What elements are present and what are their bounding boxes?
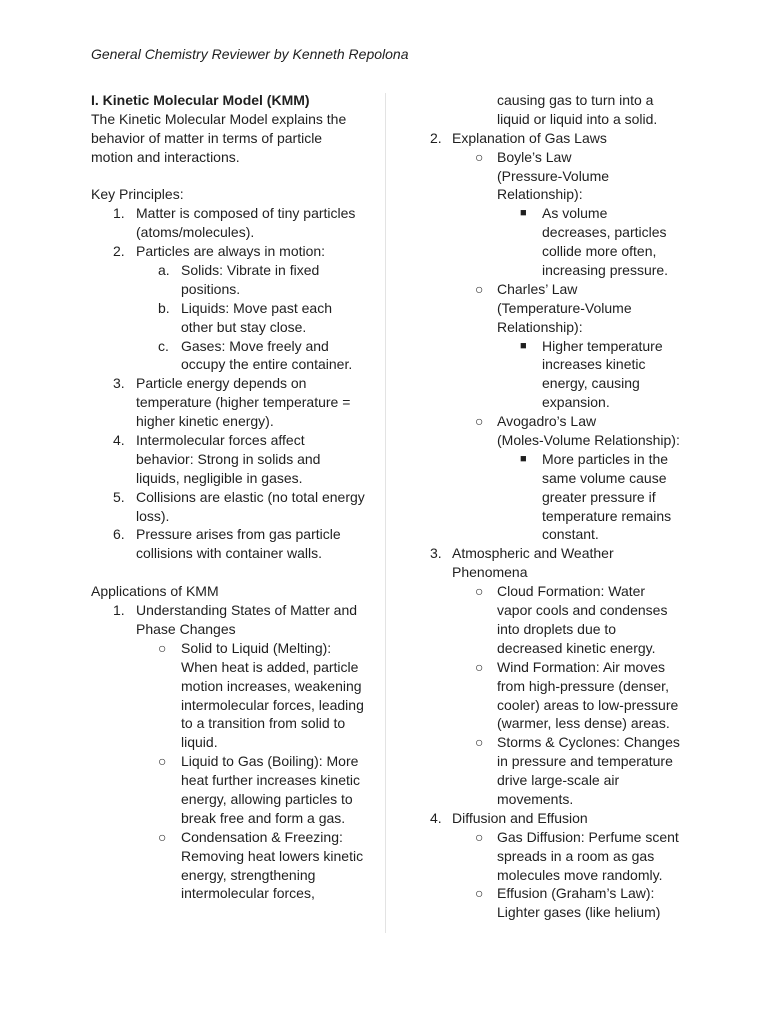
list-item-text: to a transition from solid to bbox=[181, 715, 346, 732]
list-item-text: Avogadro’s Law bbox=[497, 413, 597, 430]
list-item-line bbox=[430, 129, 690, 148]
list-item-text: positions. bbox=[181, 280, 241, 297]
list-item-line bbox=[430, 374, 690, 393]
column-divider bbox=[385, 93, 386, 933]
list-item-line bbox=[430, 847, 690, 866]
list-item-text: (atoms/molecules). bbox=[136, 224, 255, 241]
list-item bbox=[91, 299, 367, 337]
list-item-text: Removing heat lowers kinetic bbox=[181, 847, 364, 864]
list-item-line bbox=[91, 318, 367, 337]
circle-bullet-icon: ○ bbox=[475, 658, 484, 675]
list-item-text: loss). bbox=[136, 507, 170, 524]
list-item-line bbox=[430, 393, 690, 412]
list-item-line bbox=[91, 809, 367, 828]
section-title: I. Kinetic Molecular Model (KMM) bbox=[91, 92, 310, 108]
list-item-text: into droplets due to bbox=[497, 620, 617, 637]
list-item-line bbox=[91, 393, 367, 412]
list-item-line bbox=[91, 658, 367, 677]
list-item-text: Lighter gases (like helium) bbox=[497, 904, 661, 921]
list-item-text: (warmer, less dense) areas. bbox=[497, 715, 670, 732]
list-item-line bbox=[430, 167, 690, 186]
spacer bbox=[91, 167, 367, 186]
list-item-text: increases kinetic bbox=[542, 356, 646, 373]
list-item bbox=[430, 809, 690, 828]
list-item-line bbox=[91, 752, 367, 771]
list-item-line bbox=[91, 374, 367, 393]
circle-bullet-icon: ○ bbox=[158, 828, 167, 845]
list-item-line bbox=[430, 185, 690, 204]
list-item-line bbox=[430, 601, 690, 620]
list-item-line bbox=[430, 752, 690, 771]
list-item-line bbox=[430, 525, 690, 544]
list-item-text: When heat is added, particle bbox=[181, 658, 359, 675]
intro-paragraph bbox=[91, 110, 367, 167]
list-item-text: Liquids: Move past each bbox=[181, 299, 332, 316]
list-item-line bbox=[430, 809, 690, 828]
list-item bbox=[91, 204, 367, 242]
list-item-line bbox=[91, 601, 367, 620]
list-item-text: Matter is composed of tiny particles bbox=[136, 205, 356, 222]
list-item-line bbox=[430, 355, 690, 374]
intro-line: The Kinetic Molecular Model explains the bbox=[91, 110, 347, 127]
list-item-line bbox=[430, 412, 690, 431]
continued-text bbox=[430, 91, 690, 129]
list-item-text: Gases: Move freely and bbox=[181, 337, 329, 354]
list-item-line bbox=[430, 866, 690, 885]
list-item-text: Boyle’s Law bbox=[497, 148, 572, 165]
list-item bbox=[91, 261, 367, 299]
list-item-text: movements. bbox=[497, 790, 574, 807]
list-item-text: spreads in a room as gas bbox=[497, 847, 655, 864]
right-column bbox=[430, 91, 690, 922]
list-item-text: liquid. bbox=[181, 734, 218, 751]
applications-list bbox=[91, 601, 367, 903]
list-item-text: Understanding States of Matter and bbox=[136, 602, 358, 619]
list-marker: 1. bbox=[113, 602, 125, 619]
list-item-line bbox=[430, 790, 690, 809]
list-item-text: decreased kinetic energy. bbox=[497, 639, 656, 656]
list-item-line bbox=[91, 507, 367, 526]
list-item-line bbox=[91, 261, 367, 280]
list-item-line bbox=[430, 242, 690, 261]
list-item-line bbox=[91, 299, 367, 318]
list-item-line bbox=[430, 261, 690, 280]
list-item-line bbox=[430, 148, 690, 167]
list-item-text: energy, allowing particles to bbox=[181, 790, 353, 807]
list-item-text: Pressure arises from gas particle bbox=[136, 526, 341, 543]
square-bullet-icon: ■ bbox=[520, 207, 527, 220]
list-item-line bbox=[430, 450, 690, 469]
list-item-text: More particles in the bbox=[542, 450, 669, 467]
list-item-line bbox=[430, 658, 690, 677]
list-item-line bbox=[91, 714, 367, 733]
list-item-line bbox=[91, 431, 367, 450]
list-item-text: (Pressure-Volume bbox=[497, 167, 610, 184]
list-item-text: Relationship): bbox=[497, 186, 583, 203]
list-item bbox=[430, 828, 690, 885]
list-item-line bbox=[91, 355, 367, 374]
list-item-line bbox=[91, 544, 367, 563]
circle-bullet-icon: ○ bbox=[475, 413, 484, 430]
list-item-text: expansion. bbox=[542, 394, 610, 411]
list-item-line bbox=[430, 318, 690, 337]
list-item-text: Collisions are elastic (no total energy bbox=[136, 488, 365, 505]
list-marker: 3. bbox=[430, 545, 442, 562]
list-item bbox=[91, 752, 367, 828]
circle-bullet-icon: ○ bbox=[158, 639, 167, 656]
list-item-text: Wind Formation: Air moves bbox=[497, 658, 666, 675]
list-item-text: Liquid to Gas (Boiling): More bbox=[181, 753, 359, 770]
list-item-line bbox=[430, 639, 690, 658]
list-item-text: Storms & Cyclones: Changes bbox=[497, 734, 680, 751]
list-item-text: Phenomena bbox=[452, 564, 528, 581]
list-marker: a. bbox=[158, 262, 170, 279]
list-item bbox=[430, 658, 690, 734]
list-item-text: increasing pressure. bbox=[542, 262, 669, 279]
list-item-line bbox=[430, 620, 690, 639]
list-item-line bbox=[430, 828, 690, 847]
left-column bbox=[91, 91, 367, 903]
list-item-text: break free and form a gas. bbox=[181, 809, 346, 826]
list-item-line bbox=[91, 412, 367, 431]
list-item-line bbox=[91, 204, 367, 223]
list-item bbox=[430, 582, 690, 658]
list-item-text: motion increases, weakening bbox=[181, 677, 362, 694]
list-item-line bbox=[430, 696, 690, 715]
list-item-text: Relationship): bbox=[497, 318, 583, 335]
list-item-text: Higher temperature bbox=[542, 337, 663, 354]
list-item-text: energy, strengthening bbox=[181, 866, 316, 883]
list-item-text: Intermolecular forces affect bbox=[136, 432, 305, 449]
list-item bbox=[430, 450, 690, 544]
list-item-text: temperature remains bbox=[542, 507, 672, 524]
list-item bbox=[430, 544, 690, 582]
list-item-line bbox=[430, 488, 690, 507]
list-item bbox=[91, 525, 367, 563]
list-item-text: collide more often, bbox=[542, 243, 657, 260]
list-item-line bbox=[91, 884, 367, 903]
list-item-text: decreases, particles bbox=[542, 224, 667, 241]
list-marker: 3. bbox=[113, 375, 125, 392]
list-item bbox=[91, 374, 367, 431]
list-item-text: As volume bbox=[542, 205, 608, 222]
circle-bullet-icon: ○ bbox=[475, 885, 484, 902]
list-item-text: (Moles-Volume Relationship): bbox=[497, 432, 680, 449]
list-item-line bbox=[91, 450, 367, 469]
square-bullet-icon: ■ bbox=[520, 339, 527, 352]
circle-bullet-icon: ○ bbox=[475, 148, 484, 165]
list-item bbox=[430, 337, 690, 413]
list-item bbox=[91, 242, 367, 261]
list-item-line bbox=[91, 790, 367, 809]
list-item-text: occupy the entire container. bbox=[181, 356, 353, 373]
list-item-text: Condensation & Freezing: bbox=[181, 828, 343, 845]
list-item-text: greater pressure if bbox=[542, 488, 656, 505]
list-item-text: vapor cools and condenses bbox=[497, 602, 668, 619]
list-marker: b. bbox=[158, 299, 170, 316]
list-item-text: Gas Diffusion: Perfume scent bbox=[497, 828, 679, 845]
list-item-line bbox=[91, 280, 367, 299]
list-item-text: drive large-scale air bbox=[497, 772, 620, 789]
list-item-line bbox=[91, 469, 367, 488]
list-item-text: Charles’ Law bbox=[497, 280, 578, 297]
list-item-line bbox=[430, 544, 690, 563]
list-item-text: constant. bbox=[542, 526, 599, 543]
list-item-line bbox=[430, 204, 690, 223]
list-marker: 5. bbox=[113, 488, 125, 505]
list-item-text: intermolecular forces, bbox=[181, 885, 315, 902]
list-item-line bbox=[430, 299, 690, 318]
circle-bullet-icon: ○ bbox=[475, 280, 484, 297]
list-item-text: in pressure and temperature bbox=[497, 753, 673, 770]
list-item bbox=[430, 148, 690, 205]
applications-list-continued bbox=[430, 129, 690, 922]
list-item-text: Effusion (Graham’s Law): bbox=[497, 885, 655, 902]
list-item-text: intermolecular forces, leading bbox=[181, 696, 364, 713]
continued-line: causing gas to turn into a bbox=[497, 92, 654, 108]
list-item-line bbox=[91, 733, 367, 752]
list-item bbox=[430, 280, 690, 337]
list-item-line bbox=[91, 242, 367, 261]
spacer bbox=[91, 563, 367, 582]
list-item-line bbox=[430, 223, 690, 242]
list-item-line bbox=[430, 771, 690, 790]
list-marker: 1. bbox=[113, 205, 125, 222]
list-item bbox=[430, 129, 690, 148]
list-item-text: Solids: Vibrate in fixed bbox=[181, 262, 320, 279]
list-item bbox=[91, 639, 367, 752]
list-item-line bbox=[430, 903, 690, 922]
list-item bbox=[430, 733, 690, 809]
list-item-line bbox=[430, 507, 690, 526]
list-marker: 2. bbox=[113, 243, 125, 260]
list-item-line bbox=[430, 884, 690, 903]
list-item-line bbox=[430, 431, 690, 450]
list-item-text: (Temperature-Volume bbox=[497, 299, 632, 316]
list-item-line bbox=[430, 677, 690, 696]
list-marker: c. bbox=[158, 337, 169, 354]
list-item-text: Cloud Formation: Water bbox=[497, 583, 646, 600]
key-principles-list bbox=[91, 204, 367, 563]
list-item-text: from high-pressure (denser, bbox=[497, 677, 669, 694]
list-item-line bbox=[91, 847, 367, 866]
list-item-text: temperature (higher temperature = bbox=[136, 394, 351, 411]
key-principles-heading: Key Principles: bbox=[91, 186, 184, 203]
list-marker: 2. bbox=[430, 129, 442, 146]
list-item-line bbox=[430, 280, 690, 299]
list-item-line bbox=[91, 866, 367, 885]
list-item-text: Atmospheric and Weather bbox=[452, 545, 614, 562]
list-item-text: higher kinetic energy). bbox=[136, 413, 274, 430]
square-bullet-icon: ■ bbox=[520, 452, 527, 465]
list-item-line bbox=[91, 696, 367, 715]
list-item bbox=[430, 204, 690, 280]
list-marker: 4. bbox=[430, 809, 442, 826]
list-item-line bbox=[91, 337, 367, 356]
list-item-text: same volume cause bbox=[542, 469, 667, 486]
circle-bullet-icon: ○ bbox=[158, 753, 167, 770]
list-item-line bbox=[91, 488, 367, 507]
list-item-text: heat further increases kinetic bbox=[181, 772, 360, 789]
list-item-line bbox=[430, 582, 690, 601]
document-header: General Chemistry Reviewer by Kenneth Repolona bbox=[91, 46, 409, 62]
list-item-text: cooler) areas to low-pressure bbox=[497, 696, 679, 713]
list-item bbox=[91, 488, 367, 526]
list-item-text: behavior: Strong in solids and bbox=[136, 450, 321, 467]
list-item-line bbox=[91, 525, 367, 544]
list-item-text: molecules move randomly. bbox=[497, 866, 663, 883]
intro-line: motion and interactions. bbox=[91, 148, 240, 165]
list-item-line bbox=[430, 563, 690, 582]
list-item-text: energy, causing bbox=[542, 375, 640, 392]
list-item-text: Solid to Liquid (Melting): bbox=[181, 639, 332, 656]
list-marker: 6. bbox=[113, 526, 125, 543]
continued-line: liquid or liquid into a solid. bbox=[497, 110, 658, 127]
list-item-text: Phase Changes bbox=[136, 620, 236, 637]
list-item-line bbox=[91, 620, 367, 639]
list-marker: 4. bbox=[113, 432, 125, 449]
list-item bbox=[91, 337, 367, 375]
intro-line: behavior of matter in terms of particle bbox=[91, 129, 323, 146]
list-item-line bbox=[91, 677, 367, 696]
circle-bullet-icon: ○ bbox=[475, 583, 484, 600]
circle-bullet-icon: ○ bbox=[475, 828, 484, 845]
list-item-line bbox=[91, 828, 367, 847]
list-item-text: Particles are always in motion: bbox=[136, 243, 326, 260]
list-item bbox=[430, 412, 690, 450]
circle-bullet-icon: ○ bbox=[475, 734, 484, 751]
list-item-text: Diffusion and Effusion bbox=[452, 809, 588, 826]
list-item-line bbox=[91, 771, 367, 790]
list-item-line bbox=[430, 337, 690, 356]
list-item-line bbox=[430, 469, 690, 488]
list-item-text: liquids, negligible in gases. bbox=[136, 469, 303, 486]
list-item bbox=[91, 431, 367, 488]
list-item bbox=[430, 884, 690, 922]
list-item-text: Particle energy depends on bbox=[136, 375, 307, 392]
applications-heading: Applications of KMM bbox=[91, 583, 219, 600]
list-item bbox=[91, 601, 367, 639]
list-item-line bbox=[430, 714, 690, 733]
list-item-text: collisions with container walls. bbox=[136, 545, 322, 562]
list-item-line bbox=[91, 639, 367, 658]
list-item-line bbox=[91, 223, 367, 242]
list-item-text: other but stay close. bbox=[181, 318, 307, 335]
list-item-text: Explanation of Gas Laws bbox=[452, 129, 607, 146]
list-item bbox=[91, 828, 367, 904]
list-item-line bbox=[430, 733, 690, 752]
